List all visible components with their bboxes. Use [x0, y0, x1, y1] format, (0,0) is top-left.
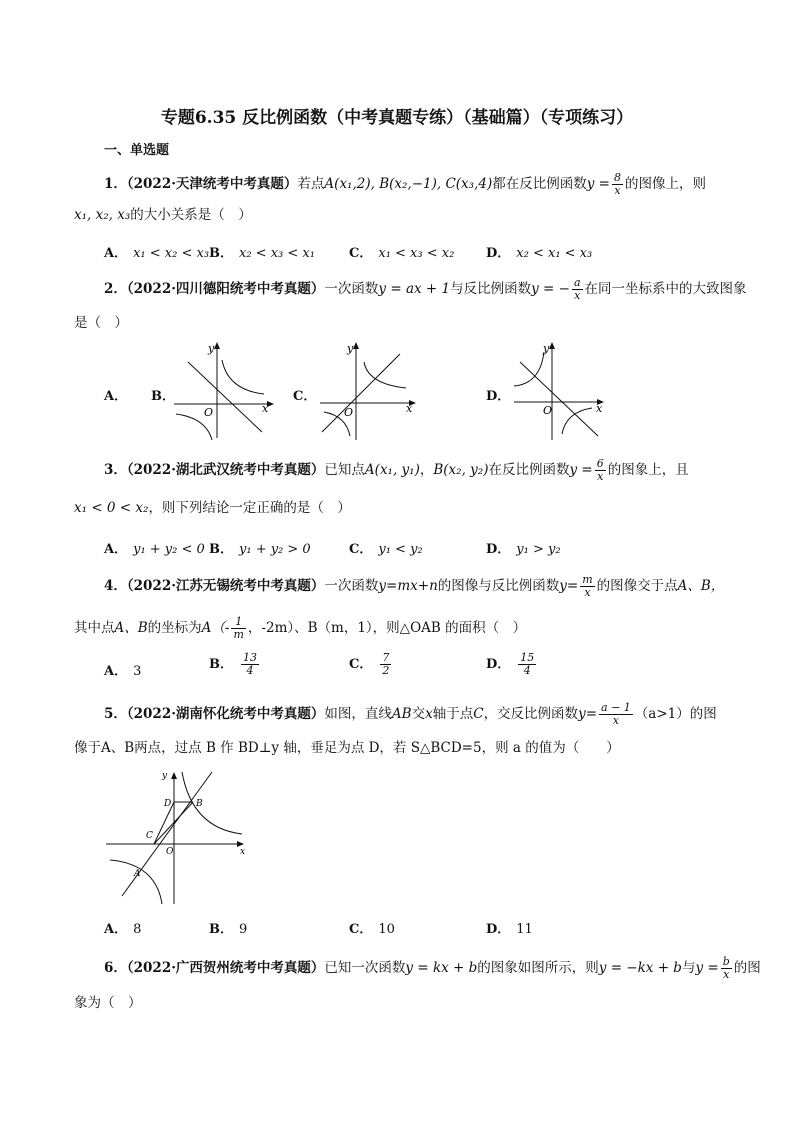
question-1-head: 1．（2022·天津统考中考真题）: [104, 176, 298, 192]
q4-option-d[interactable]: D． $\frac{15}{4}$: [486, 651, 535, 677]
q4-option-b[interactable]: B． $\frac{13}{4}$: [209, 651, 257, 677]
q3-fraction: $\frac{6}{x}$: [596, 457, 604, 483]
question-3-line-1: 3．（2022·湖北武汉统考中考真题）已知点A(x₁, y₁)，B(x₂, y₂)在反比例函数y = $\frac{6}{x}$ 的图象上，且: [104, 457, 689, 483]
q1-option-b[interactable]: B． x₂ < x₃ < x₁: [209, 246, 315, 261]
q5-option-d[interactable]: D． 11: [486, 922, 533, 937]
question-5-line-2: 像于A、B两点，过点 B 作 BD⊥y 轴，垂足为点 D，若 S△BCD=5，则 a 的值为（ ）: [74, 740, 620, 756]
q5-fraction: $\frac{a - 1}{x}$: [601, 701, 631, 727]
q2-graph-d: [510, 340, 610, 440]
question-1-line-1: 1．（2022·天津统考中考真题）若点A(x₁,2), B(x₂,−1), C(x₃,4)都在反比例函数y = $\frac{8}{x}$ 的图像上，则: [104, 171, 706, 197]
question-2-head: 2．（2022·四川德阳统考中考真题）: [104, 281, 325, 297]
question-4-line-1: 4．（2022·江苏无锡统考中考真题）一次函数y=mx+n的图像与反比例函数y= $\frac{m}{x}$ 的图像交于点A、B，: [104, 573, 725, 599]
q1-option-a[interactable]: A． x₁ < x₂ < x₃: [104, 246, 210, 261]
question-5-line-1: 5．（2022·湖南怀化统考中考真题）如图，直线AB交x轴于点C，交反比例函数y= $\frac{a - 1}{x}$ （a>1）的图: [104, 701, 717, 727]
question-2-line-2: 是（ ）: [74, 315, 128, 331]
q5-option-a[interactable]: A． 8: [104, 922, 142, 937]
q3-option-c[interactable]: C． y₁ < y₂: [349, 542, 423, 557]
q5-y-label: y: [162, 771, 168, 781]
q2b-origin-label: O: [204, 406, 214, 419]
q2-graph-b: [170, 340, 280, 440]
q2d-y-label: y: [543, 342, 550, 355]
q5-label-b: B: [196, 799, 203, 809]
page-title: 专题6.35 反比例函数（中考真题专练）（基础篇）（专项练习）: [160, 108, 634, 128]
q2-option-c[interactable]: C．: [293, 389, 317, 404]
q6-fraction: $\frac{b}{x}$: [722, 955, 730, 981]
q5-figure: [100, 768, 250, 908]
q2c-x-label: x: [406, 402, 413, 415]
q2c-y-label: y: [347, 342, 354, 355]
section-heading: 一、单选题: [104, 143, 170, 158]
q3-option-a[interactable]: A． y₁ + y₂ < 0: [104, 542, 205, 557]
question-1-line-2: x₁, x₂, x₃的大小关系是（ ）: [74, 207, 252, 223]
q1-option-c[interactable]: C． x₁ < x₃ < x₂: [349, 246, 455, 261]
q5-x-label: x: [240, 847, 246, 857]
q5-option-c[interactable]: C． 10: [349, 922, 395, 937]
q5-option-b[interactable]: B． 9: [209, 922, 248, 937]
q2b-x-label: x: [262, 402, 269, 415]
question-6-head: 6．（2022·广西贺州统考中考真题）: [104, 960, 325, 976]
question-4-line-2: 其中点A、B的坐标为A（- $\frac{1}{m}$ ，-2m）、B（m，1），则△OAB 的面积（ ）: [74, 615, 527, 641]
q2d-origin-label: O: [543, 404, 553, 417]
q2-option-d[interactable]: D．: [486, 389, 511, 404]
q1-points: A(x₁,2), B(x₂,−1), C(x₃,4): [324, 176, 493, 192]
question-3-line-2: x₁ < 0 < x₂，则下列结论一定正确的是（ ）: [74, 500, 351, 516]
q2-option-b[interactable]: B．: [151, 389, 175, 404]
question-3-head: 3．（2022·湖北武汉统考中考真题）: [104, 462, 325, 478]
q1-fraction: $\frac{8}{x}$: [613, 171, 621, 197]
question-5-head: 5．（2022·湖南怀化统考中考真题）: [104, 706, 325, 722]
q5-label-d: D: [164, 799, 172, 809]
q2-fraction: $\frac{a}{x}$: [573, 276, 581, 302]
q1-option-d[interactable]: D． x₂ < x₁ < x₃: [486, 246, 593, 261]
q4-fraction: $\frac{m}{x}$: [582, 573, 593, 599]
q4-option-c[interactable]: C． $\frac{7}{2}$: [349, 651, 390, 677]
question-4-head: 4．（2022·江苏无锡统考中考真题）: [104, 578, 325, 594]
q3-option-d[interactable]: D． y₁ > y₂: [486, 542, 561, 557]
q2-option-a[interactable]: A．: [104, 389, 128, 404]
q2d-x-label: x: [596, 402, 603, 415]
q2c-origin-label: O: [344, 406, 354, 419]
question-6-line-1: 6．（2022·广西贺州统考中考真题）已知一次函数y = kx + b的图象如图所示，则y = −kx + b与y = $\frac{b}{x}$ 的图: [104, 955, 761, 981]
q3-option-b[interactable]: B． y₁ + y₂ > 0: [209, 542, 311, 557]
q2-graph-c: [316, 340, 426, 440]
q5-label-o: O: [166, 847, 174, 857]
question-2-line-1: 2．（2022·四川德阳统考中考真题）一次函数y = ax + 1与反比例函数y = − $\frac{a}{x}$ 在同一坐标系中的大致图象: [104, 276, 747, 302]
question-6-line-2: 象为（ ）: [74, 995, 142, 1011]
q4-line2-fraction: $\frac{1}{m}$: [233, 615, 244, 641]
q2b-y-label: y: [208, 342, 215, 355]
q5-label-a: A: [134, 869, 141, 879]
q4-option-a[interactable]: A． 3: [104, 664, 142, 679]
q5-label-c: C: [146, 831, 153, 841]
